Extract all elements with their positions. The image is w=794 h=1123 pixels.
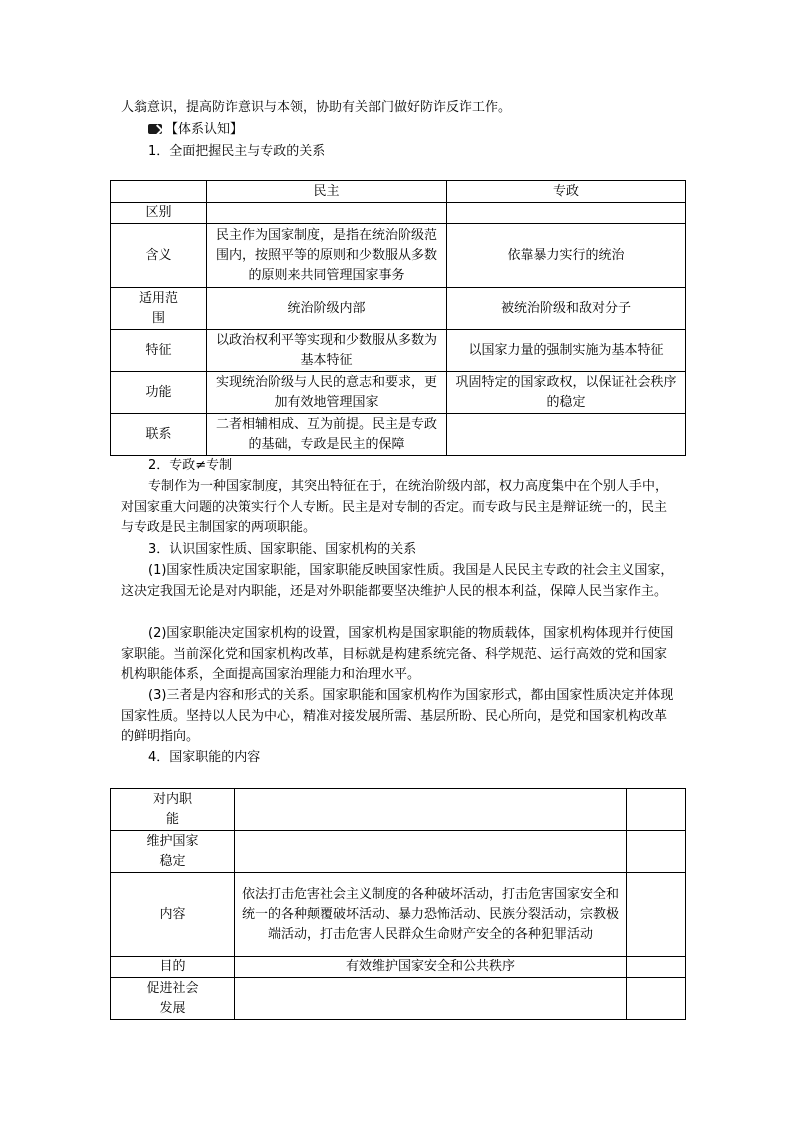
row-label: 适用范围 bbox=[111, 288, 207, 330]
democracy-dictatorship-table bbox=[110, 180, 686, 456]
row-label: 对内职能 bbox=[111, 789, 235, 831]
row-label: 功能 bbox=[111, 372, 207, 414]
intro-line: 人翁意识，提高防诈意识与本领，协助有关部门做好防诈反诈工作。 bbox=[121, 100, 512, 115]
heading-4: 4．国家职能的内容 bbox=[148, 750, 261, 765]
table-row bbox=[111, 414, 686, 456]
row-label: 促进社会发展 bbox=[111, 978, 235, 1020]
table-row bbox=[111, 330, 686, 372]
heading-1: 1．全面把握民主与专政的关系 bbox=[148, 144, 326, 159]
democracy-cell: 二者相辅相成、互为前提。民主是专政的基础，专政是民主的保障 bbox=[207, 414, 447, 456]
table-row bbox=[111, 978, 686, 1020]
row-label: 目的 bbox=[111, 957, 235, 978]
dictatorship-cell: 依靠暴力实行的统治 bbox=[447, 224, 686, 288]
row-label: 联系 bbox=[111, 414, 207, 456]
side-cell bbox=[627, 873, 686, 957]
table-row bbox=[111, 372, 686, 414]
table-header-row bbox=[111, 181, 686, 203]
heading-2: 2．专政≠专制 bbox=[148, 458, 233, 473]
dictatorship-cell: 被统治阶级和敌对分子 bbox=[447, 288, 686, 330]
paragraph-3: (2)国家职能决定国家机构的设置，国家机构是国家职能的物质载体，国家机构体现并行使国家职能。当前深化党和国家机构改革，目标就是构建系统完备、科学规范、运行高效的党和国家机构职能体系，全面提高国家治理能力和治理水平。 bbox=[121, 626, 674, 682]
democracy-cell: 实现统治阶级与人民的意志和要求，更加有效地管理国家 bbox=[207, 372, 447, 414]
row-label: 维护国家稳定 bbox=[111, 831, 235, 873]
side-cell bbox=[627, 789, 686, 831]
content-cell bbox=[235, 789, 627, 831]
side-cell bbox=[627, 831, 686, 873]
table-row bbox=[111, 203, 686, 224]
table-header-cell: 民主 bbox=[207, 181, 447, 203]
democracy-cell bbox=[207, 203, 447, 224]
content-cell bbox=[235, 978, 627, 1020]
paragraph-1: 专制作为一种国家制度，其突出特征在于，在统治阶级内部，权力高度集中在个别人手中，对国家重大问题的决策实行个人专断。民主是对专制的否定。而专政与民主是辩证统一的，民主与专政是民主制国家的两项职能。 bbox=[121, 479, 669, 535]
paragraph-4: (3)三者是内容和形式的关系。国家职能和国家机构作为国家形式，都由国家性质决定并体现国家性质。坚持以人民为中心，精准对接发展所需、基层所盼、民心所向，是党和国家机构改革的鲜明指向。 bbox=[121, 688, 674, 744]
table-header-cell: 专政 bbox=[447, 181, 686, 203]
side-cell bbox=[627, 957, 686, 978]
arrow-tag-icon bbox=[148, 124, 162, 134]
dictatorship-cell bbox=[447, 203, 686, 224]
table-row bbox=[111, 288, 686, 330]
table-row bbox=[111, 789, 686, 831]
dictatorship-cell: 以国家力量的强制实施为基本特征 bbox=[447, 330, 686, 372]
table-row bbox=[111, 831, 686, 873]
content-cell: 有效维护国家安全和公共秩序 bbox=[235, 957, 627, 978]
row-label: 含义 bbox=[111, 224, 207, 288]
section-tag bbox=[148, 120, 243, 140]
table-row bbox=[111, 873, 686, 957]
content-cell: 依法打击危害社会主义制度的各种破坏活动，打击危害国家安全和统一的各种颠覆破坏活动、暴力恐怖活动、民族分裂活动，宗教极端活动，打击危害人民群众生命财产安全的各种犯罪活动 bbox=[235, 873, 627, 957]
table-row bbox=[111, 957, 686, 978]
democracy-cell: 以政治权利平等实现和少数服从多数为基本特征 bbox=[207, 330, 447, 372]
side-cell bbox=[627, 978, 686, 1020]
state-functions-table bbox=[110, 788, 686, 1020]
heading-3: 3．认识国家性质、国家职能、国家机构的关系 bbox=[148, 542, 417, 557]
section-tag-label: 【体系认知】 bbox=[165, 122, 244, 137]
content-cell bbox=[235, 831, 627, 873]
democracy-cell: 民主作为国家制度，是指在统治阶级范围内，按照平等的原则和少数服从多数的原则来共同管理国家事务 bbox=[207, 224, 447, 288]
dictatorship-cell: 巩固特定的国家政权，以保证社会秩序的稳定 bbox=[447, 372, 686, 414]
paragraph-2: (1)国家性质决定国家职能，国家职能反映国家性质。我国是人民民主专政的社会主义国家，这决定我国无论是对内职能，还是对外职能都要坚决维护人民的根本利益，保障人民当家作主。 bbox=[121, 563, 674, 599]
dictatorship-cell bbox=[447, 414, 686, 456]
table-row bbox=[111, 224, 686, 288]
democracy-cell: 统治阶级内部 bbox=[207, 288, 447, 330]
row-label: 特征 bbox=[111, 330, 207, 372]
row-label: 区别 bbox=[111, 203, 207, 224]
row-label: 内容 bbox=[111, 873, 235, 957]
table-header-cell bbox=[111, 181, 207, 203]
